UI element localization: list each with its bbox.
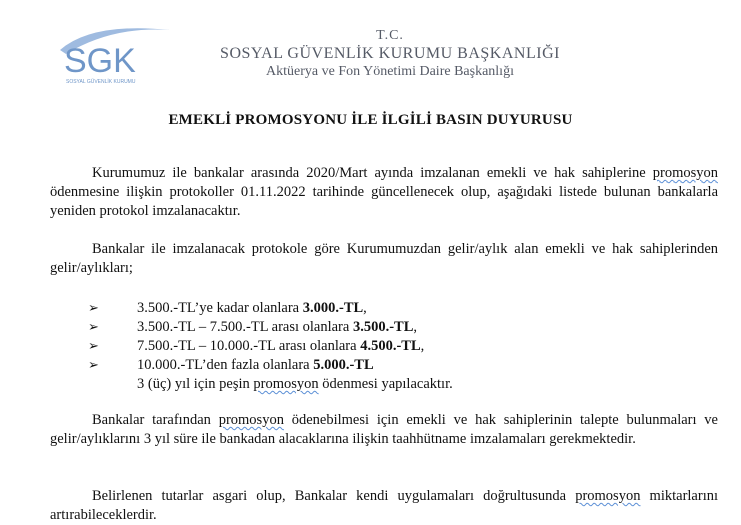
paragraph-3: Bankalar tarafından promosyon ödenebilmesi için emekli ve hak sahiplerinin talepte bulunmaları ve gelir/aylıklarını 3 yıl süre ile bankadan alacaklarına ilişkin taahhütname imzalamaları gerekmektedir. [50,412,718,447]
paragraph-4: Belirlenen tutarlar asgari olup, Bankalar kendi uygulamaları doğrultusunda promosyon miktarlarını artırabileceklerdir. [50,488,718,523]
list-item: ➢ 10.000.-TL’den fazla olanlara 5.000.-TL [88,357,374,373]
arrow-bullet-icon: ➢ [88,301,99,316]
header-org: SOSYAL GÜVENLİK KURUMU BAŞKANLIĞI [220,45,560,62]
svg-text:SGK: SGK [64,42,136,80]
arrow-bullet-icon: ➢ [88,339,99,354]
arrow-bullet-icon: ➢ [88,358,99,373]
sgk-logo [52,20,182,88]
list-item: ➢ 3.500.-TL’ye kadar olanlara 3.000.-TL, [88,300,367,316]
header-tc: T.C. [376,28,404,43]
header-dept: Aktüerya ve Fon Yönetimi Daire Başkanlığı [266,64,514,79]
svg-text:SOSYAL GÜVENLİK KURUMU: SOSYAL GÜVENLİK KURUMU [66,79,136,85]
document-title: EMEKLİ PROMOSYONU İLE İLGİLİ BASIN DUYURUSU [168,112,573,128]
arrow-bullet-icon: ➢ [88,320,99,335]
letterhead [190,28,590,81]
list-item: ➢ 3.500.-TL – 7.500.-TL arası olanlara 3.500.-TL, [88,319,417,335]
promotion-list [88,299,708,375]
paragraph-1: Kurumumuz ile bankalar arasında 2020/Mart ayında imzalanan emekli ve hak sahiplerine promosyon ödenmesine ilişkin protokoller 01.11.2022 tarihinde güncellenecek olup, aşağıdaki listede bulunan bankalarla yeniden protokol imzalanacaktır. [50,165,718,219]
paragraph-2: Bankalar ile imzalanacak protokole göre Kurumumuzdan gelir/aylık alan emekli ve hak sahiplerinden gelir/aylıkları; [50,241,718,276]
list-footnote: 3 (üç) yıl için peşin promosyon ödenmesi yapılacaktır. [137,376,453,392]
list-item: ➢ 7.500.-TL – 10.000.-TL arası olanlara 4.500.-TL, [88,338,425,354]
